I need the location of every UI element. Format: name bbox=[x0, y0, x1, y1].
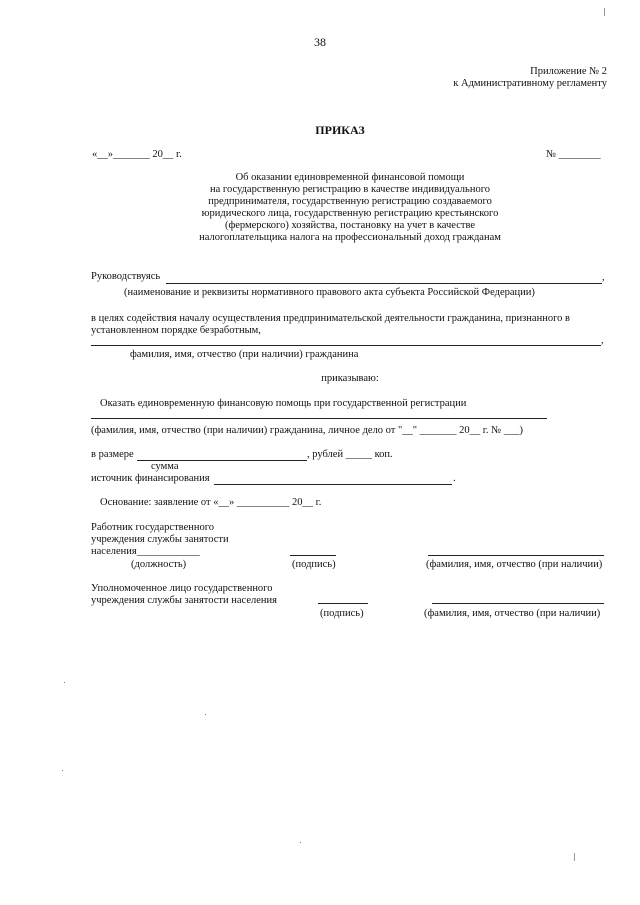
guided-by-tail: , bbox=[602, 272, 605, 283]
scan-edge-mark bbox=[574, 853, 575, 861]
worker-signature-caption: (подпись) bbox=[292, 559, 336, 570]
worker-line-3: населения____________ bbox=[91, 546, 200, 557]
scan-speck bbox=[62, 770, 63, 771]
page-number: 38 bbox=[314, 35, 326, 49]
guided-by-caption: (наименование и реквизиты нормативного правового акта субъекта Российской Федерации) bbox=[124, 287, 535, 298]
subject-line-4: юридического лица, государственную регистрацию крестьянского bbox=[201, 208, 499, 219]
worker-line-1: Работник государственного bbox=[91, 522, 215, 533]
order-text: Оказать единовременную финансовую помощь при государственной регистрации bbox=[100, 398, 467, 409]
authorized-signature-caption: (подпись) bbox=[320, 608, 364, 619]
authorized-line-2: учреждения службы занятости населения bbox=[91, 595, 277, 606]
worker-position-caption: (должность) bbox=[131, 559, 187, 570]
order-blank bbox=[91, 418, 547, 419]
guided-by-label: Руководствуясь bbox=[91, 271, 161, 282]
guided-by-blank bbox=[166, 283, 602, 284]
scan-speck bbox=[300, 842, 301, 843]
subject-line-5: (фермерского) хозяйства, постановку на учет в качестве bbox=[224, 220, 476, 231]
document-title: ПРИКАЗ bbox=[315, 123, 365, 137]
order-number-field: № ________ bbox=[546, 149, 601, 160]
subject-line-2: на государственную регистрацию в качестве индивидуального bbox=[210, 184, 490, 195]
worker-name-caption: (фамилия, имя, отчество (при наличии) bbox=[426, 559, 603, 570]
amount-label: в размере bbox=[91, 449, 134, 460]
funding-source-blank bbox=[214, 484, 452, 485]
subject-line-1: Об оказании единовременной финансовой помощи bbox=[235, 172, 465, 183]
worker-name-blank bbox=[428, 555, 604, 556]
scan-speck bbox=[64, 682, 65, 683]
scan-speck bbox=[205, 714, 206, 715]
order-caption: (фамилия, имя, отчество (при наличии) гражданина, личное дело от "__" _______ 20__ г. № ___) bbox=[91, 425, 523, 436]
authorized-line-1: Уполномоченное лицо государственного bbox=[91, 583, 273, 594]
subject-line-3: предпринимателя, государственную регистрацию создаваемого bbox=[208, 196, 492, 207]
worker-signature-blank bbox=[290, 555, 336, 556]
order-word: приказываю: bbox=[321, 373, 379, 384]
order-date-field: «__»_______ 20__ г. bbox=[92, 149, 182, 160]
basis-line: Основание: заявление от «__» __________ 20__ г. bbox=[100, 497, 322, 508]
worker-line-2: учреждения службы занятости bbox=[91, 534, 229, 545]
authorized-name-caption: (фамилия, имя, отчество (при наличии) bbox=[424, 608, 601, 619]
citizen-name-caption: фамилия, имя, отчество (при наличии) гражданина bbox=[130, 349, 359, 360]
funding-source-label: источник финансирования bbox=[91, 473, 210, 484]
subject-line-6: налогоплательщика налога на профессиональный доход гражданам bbox=[199, 232, 501, 243]
purpose-line-2: установленном порядке безработным, bbox=[91, 325, 261, 336]
scan-edge-mark bbox=[604, 8, 605, 16]
appendix-regulation: к Административному регламенту bbox=[453, 78, 607, 89]
funding-source-tail: . bbox=[453, 473, 456, 484]
purpose-tail: , bbox=[601, 335, 604, 346]
appendix-number: Приложение № 2 bbox=[530, 66, 607, 77]
authorized-name-blank bbox=[432, 603, 604, 604]
citizen-name-blank bbox=[91, 345, 601, 346]
purpose-line-1: в целях содействия началу осуществления предпринимательской деятельности гражданина, признанного в bbox=[91, 313, 570, 324]
amount-sum-caption: сумма bbox=[151, 461, 179, 472]
amount-rubles: , рублей _____ коп. bbox=[307, 449, 393, 460]
authorized-signature-blank bbox=[318, 603, 368, 604]
